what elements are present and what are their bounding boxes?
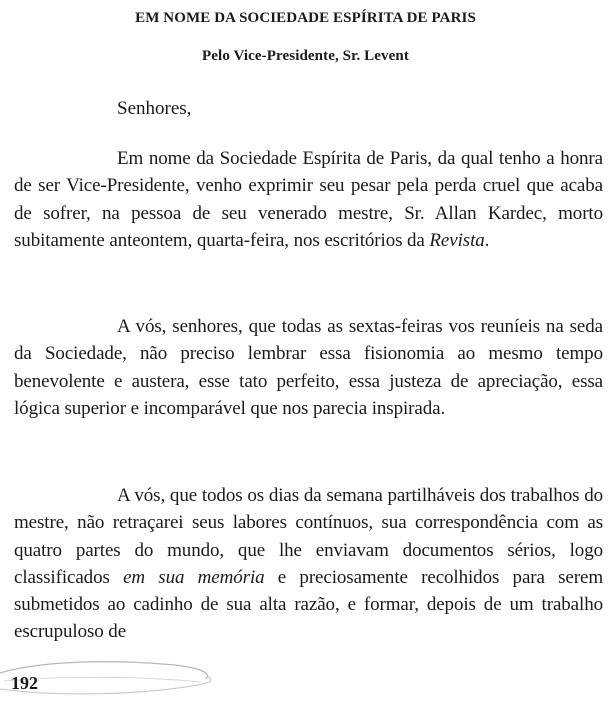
section-title: EM NOME DA SOCIEDADE ESPÍRITA DE PARIS	[135, 10, 476, 26]
paragraph-1-text: Em nome da Sociedade Espírita de Paris, da qual tenho a honra de ser Vice-Presidente, venho exprimir seu pesar pela perda cruel que acaba de sofrer, na pessoa de seu venerado mestre, Sr. Allan Kardec, morto subitamente anteontem, quarta-feira, nos escritórios da	[14, 148, 603, 251]
paragraph-3-tail: e preciosamente recolhidos para serem submetidos ao cadinho de sua alta razão, e formar, depois de um trabalho escrupuloso de	[14, 566, 603, 643]
section-subtitle: Pelo Vice-Presidente, Sr. Levent	[202, 48, 409, 64]
paragraph-3	[14, 482, 603, 646]
paragraph-3-italic: em sua memória	[123, 566, 265, 588]
paragraph-1-tail: .	[484, 229, 490, 251]
paragraph-2-text: A vós, senhores, que todas as sextas-feiras vos reuníeis na seda da Sociedade, não preciso lembrar essa fisionomia ao mesmo tempo benevolente e austera, esse tato perfeito, essa justeza de apreciação, essa lógica superior e incomparável que nos parecia inspirada.	[14, 316, 603, 419]
paragraph-1	[14, 145, 603, 254]
paragraph-3-text: A vós, que todos os dias da semana partilháveis dos trabalhos do mestre, não retraçarei seus labores contínuos, sua correspondência com as quatro partes do mundo, que lhe enviavam documentos sérios, logo classificados	[14, 485, 603, 588]
salutation: Senhores,	[117, 98, 192, 119]
paragraph-2	[14, 313, 603, 422]
page-number: 192	[11, 673, 38, 693]
paragraph-1-italic: Revista	[429, 229, 485, 251]
